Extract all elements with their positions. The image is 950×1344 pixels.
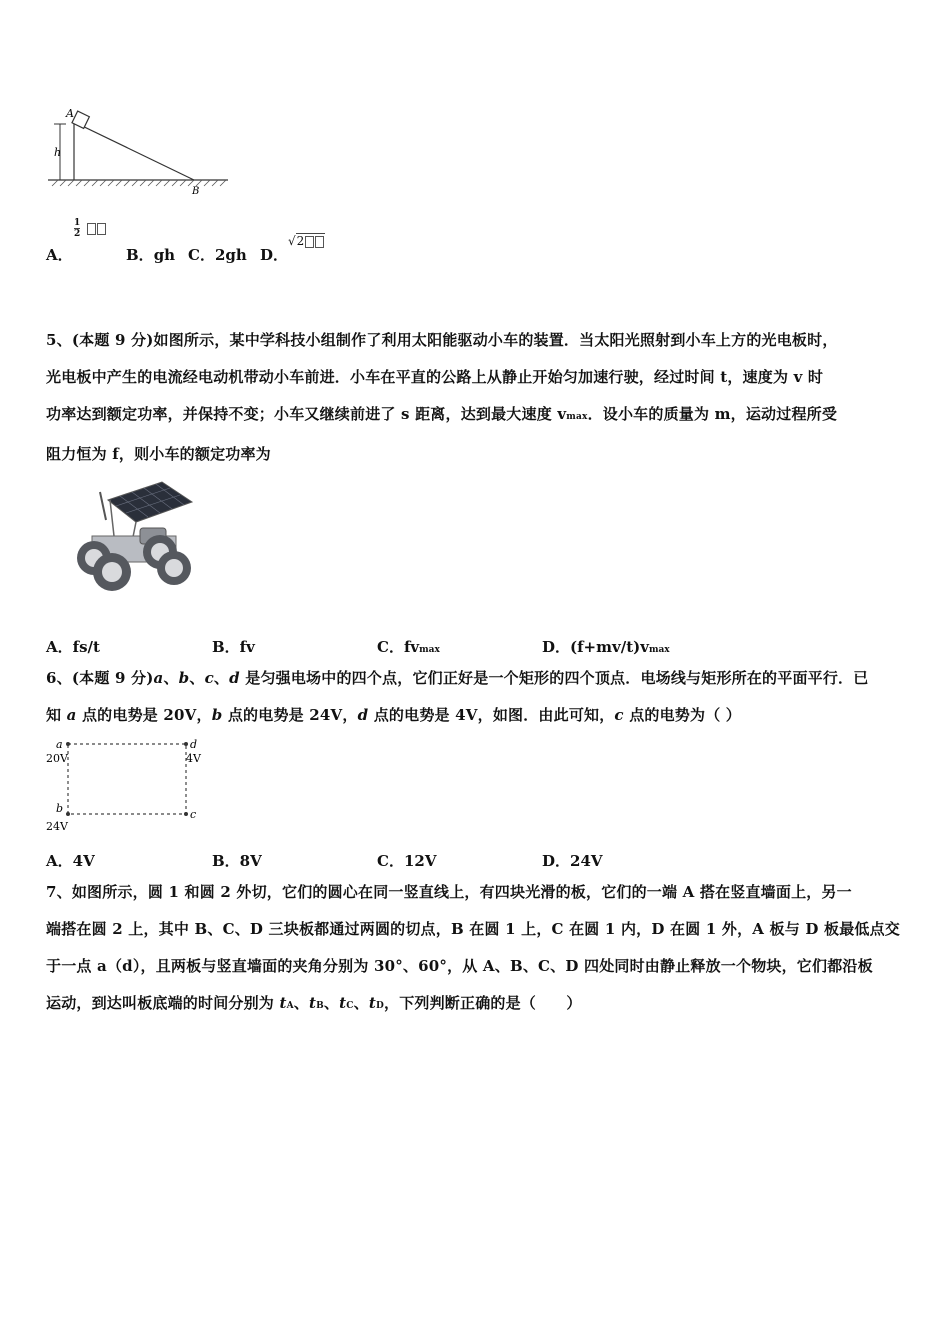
label-d: d [190,738,198,751]
q6-question [46,660,916,734]
q4-option-a-formula [74,218,106,239]
point-c [184,812,188,816]
q5-line-3: 功率达到额定功率，并保持不变；小车又继续前进了 s 距离，达到最大速度 vmax．设小车的质量为 m，运动过程所受 [46,405,838,423]
label-c: c [190,808,197,821]
label-b: b [56,802,64,815]
q5-line-4: 阻力恒为 f，则小车的额定功率为 [46,445,271,463]
point-b [66,812,70,816]
label-a: a [56,738,63,751]
point-a [66,742,70,746]
frac-numerator: 1 [74,218,81,228]
q4-options [46,218,646,264]
label-24v: 24V [46,820,68,833]
q6-line-1: 6、(本题 9 分)a、b、c、d 是匀强电场中的四个点，它们正好是一个矩形的四个顶点．电场线与矩形所在的平面平行．已 [46,669,869,687]
q4-option-b: B．gh [126,246,176,264]
q5-option-c: C．fvmax [377,638,440,656]
solar-panel [108,482,192,522]
q6-option-a: A．4V [46,852,95,870]
q7-line-3: 于一点 a（d），且两板与竖直墙面的夹角分别为 30°、60°，从 A、B、C、D 四处同时由静止释放一个物块，它们都沿板 [46,957,873,975]
q6-option-b: B．8V [212,852,262,870]
q5-option-b: B．fv [212,638,255,656]
q6-option-d: D．24V [542,852,603,870]
label-A: A [66,107,74,120]
q6-line-2: 知 a 点的电势是 20V，b 点的电势是 24V，d 点的电势是 4V，如图．由此可知，c 点的电势为（ ） [46,706,742,724]
point-d [184,742,188,746]
q4-option-d-formula: √2 [288,234,325,248]
q5-line-2: 光电板中产生的电流经电动机带动小车前进．小车在平直的公路上从静止开始匀加速行驶，经过时间 t，速度为 v 时 [46,368,824,386]
dashed-rectangle [68,744,186,814]
q5-option-d: D．(f+mv/t)vmax [542,638,670,656]
q7-question [46,874,916,1025]
incline-figure [44,100,234,202]
q6-options [46,850,746,874]
q5-options [46,636,746,660]
q5-option-a: A．fs/t [46,638,100,656]
incline-slope [74,122,194,180]
label-4v: 4V [186,752,201,765]
label-B: B [192,186,200,197]
rectangle-figure [44,736,214,836]
q6-option-c: C．12V [377,852,437,870]
q4-option-d-letter: D． [260,246,289,264]
q5-question [46,322,916,473]
label-20v: 20V [46,752,68,765]
q4-option-a-letter: A． [46,246,73,264]
missing-glyph-icon [315,236,324,248]
frac-denominator: 2 [74,229,81,239]
q4-option-c: C．2gh [188,246,247,264]
missing-glyph-icon [87,223,96,235]
q7-line-1: 7、如图所示，圆 1 和圆 2 外切，它们的圆心在同一竖直线上，有四块光滑的板，它们的一端 A 搭在竖直墙面上，另一 [46,883,852,901]
label-h: h [54,146,62,159]
solar-car-figure [70,480,200,598]
q5-line-1: 5、(本题 9 分)如图所示，某中学科技小组制作了利用太阳能驱动小车的装置．当太阳光照射到小车上方的光电板时， [46,331,838,349]
q7-line-4: 运动，到达叫板底端的时间分别为 tA、tB、tC、tD，下列判断正确的是（ ） [46,994,582,1012]
missing-glyph-icon [305,236,314,248]
ground-hatch [52,180,226,186]
sqrt-icon: √ [288,234,296,248]
missing-glyph-icon [97,223,106,235]
q7-line-2: 端搭在圆 2 上，其中 B、C、D 三块板都通过两圆的切点，B 在圆 1 上，C 在圆 1 内，D 在圆 1 外，A 板与 D 板最低点交 [46,920,901,938]
